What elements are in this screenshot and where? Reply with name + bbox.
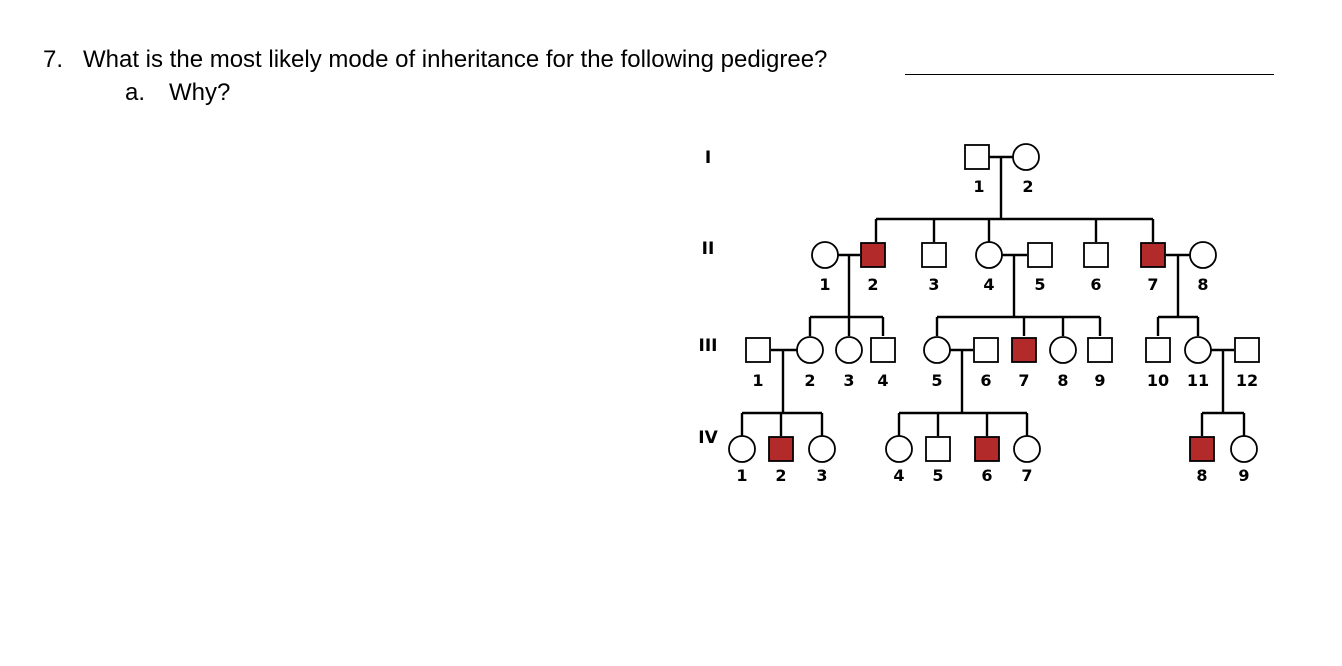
unaffected-female-iv-9 — [1231, 436, 1257, 462]
individual-label-ii-1: 1 — [819, 275, 831, 294]
generation-label-iv: IV — [698, 428, 718, 448]
unaffected-male-iv-5 — [926, 437, 950, 461]
affected-male-ii-2 — [861, 243, 885, 267]
individual-label-i-2: 2 — [1022, 177, 1034, 196]
unaffected-male-iii-9 — [1088, 338, 1112, 362]
unaffected-female-i-2 — [1013, 144, 1039, 170]
individual-label-iii-2: 2 — [804, 371, 816, 390]
individual-label-iii-9: 9 — [1094, 371, 1106, 390]
unaffected-female-ii-8 — [1190, 242, 1216, 268]
unaffected-female-iv-7 — [1014, 436, 1040, 462]
individual-label-iii-8: 8 — [1057, 371, 1069, 390]
unaffected-female-iv-4 — [886, 436, 912, 462]
individual-label-iv-2: 2 — [775, 466, 787, 485]
individual-label-iv-7: 7 — [1021, 466, 1033, 485]
unaffected-male-iii-1 — [746, 338, 770, 362]
affected-male-iii-7 — [1012, 338, 1036, 362]
unaffected-male-iii-10 — [1146, 338, 1170, 362]
unaffected-female-ii-1 — [812, 242, 838, 268]
unaffected-male-iii-12 — [1235, 338, 1259, 362]
unaffected-male-i-1 — [965, 145, 989, 169]
question-number: 7. — [43, 46, 64, 73]
individual-label-iv-1: 1 — [736, 466, 748, 485]
individual-label-iv-9: 9 — [1238, 466, 1250, 485]
unaffected-male-ii-3 — [922, 243, 946, 267]
subquestion-number: a. — [125, 79, 146, 106]
generation-label-i: I — [704, 148, 712, 168]
individual-label-iii-3: 3 — [843, 371, 855, 390]
unaffected-male-iii-6 — [974, 338, 998, 362]
individual-label-ii-8: 8 — [1197, 275, 1209, 294]
pedigree-symbols — [729, 144, 1259, 462]
individual-label-i-1: 1 — [973, 177, 985, 196]
individual-label-iv-6: 6 — [981, 466, 993, 485]
affected-male-iv-8 — [1190, 437, 1214, 461]
individual-label-iii-4: 4 — [877, 371, 889, 390]
generation-labels — [698, 148, 718, 448]
affected-male-ii-7 — [1141, 243, 1165, 267]
individual-label-ii-5: 5 — [1034, 275, 1046, 294]
individual-label-iii-5: 5 — [931, 371, 943, 390]
pedigree-lines — [742, 157, 1244, 436]
individual-label-iv-4: 4 — [893, 466, 905, 485]
individual-label-iii-7: 7 — [1018, 371, 1030, 390]
individual-label-ii-7: 7 — [1147, 275, 1159, 294]
affected-male-iv-6 — [975, 437, 999, 461]
question-text: What is the most likely mode of inheritance for the following pedigree? — [83, 46, 828, 73]
individual-label-iii-12: 12 — [1235, 371, 1259, 390]
unaffected-female-iii-5 — [924, 337, 950, 363]
unaffected-male-ii-5 — [1028, 243, 1052, 267]
affected-male-iv-2 — [769, 437, 793, 461]
individual-label-iii-1: 1 — [752, 371, 764, 390]
unaffected-female-iv-3 — [809, 436, 835, 462]
individual-label-iv-8: 8 — [1196, 466, 1208, 485]
unaffected-female-iii-11 — [1185, 337, 1211, 363]
individual-label-ii-6: 6 — [1090, 275, 1102, 294]
unaffected-female-iv-1 — [729, 436, 755, 462]
individual-label-ii-3: 3 — [928, 275, 940, 294]
individual-label-ii-4: 4 — [983, 275, 995, 294]
individual-label-ii-2: 2 — [867, 275, 879, 294]
individual-label-iii-11: 11 — [1186, 371, 1210, 390]
generation-label-iii: III — [698, 336, 718, 356]
unaffected-male-ii-6 — [1084, 243, 1108, 267]
generation-label-ii: II — [701, 239, 715, 259]
individual-label-iv-5: 5 — [932, 466, 944, 485]
individual-label-iii-10: 10 — [1146, 371, 1170, 390]
unaffected-female-iii-2 — [797, 337, 823, 363]
individual-label-iv-3: 3 — [816, 466, 828, 485]
unaffected-male-iii-4 — [871, 338, 895, 362]
unaffected-female-ii-4 — [976, 242, 1002, 268]
unaffected-female-iii-8 — [1050, 337, 1076, 363]
subquestion-text: Why? — [169, 79, 231, 106]
individual-label-iii-6: 6 — [980, 371, 992, 390]
unaffected-female-iii-3 — [836, 337, 862, 363]
